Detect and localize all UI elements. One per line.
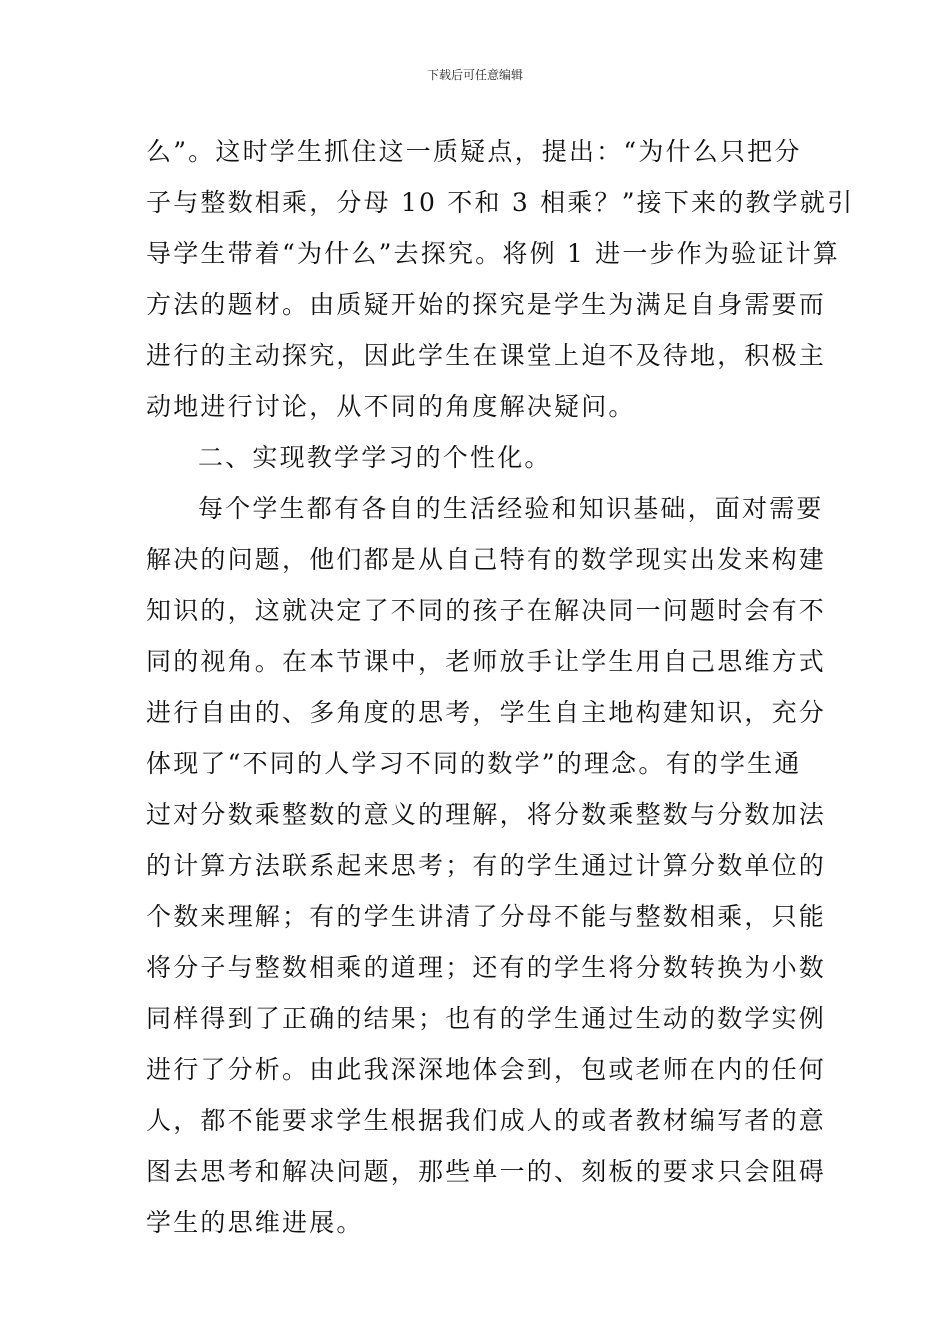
body-text <box>146 126 855 1248</box>
page-header: 下载后可任意编辑 <box>426 68 523 82</box>
text-line: 么”。这时学生抓住这一质疑点，提出：“为什么只把分 <box>146 137 802 166</box>
text-line: 学生的思维进展。 <box>146 1208 364 1237</box>
text-line: 同样得到了正确的结果；也有的学生通过生动的数学实例 <box>146 1004 827 1033</box>
text-line: 体现了“不同的人学习不同的数学”的理念。有的学生通 <box>146 749 802 778</box>
text-line: 进行了分析。由此我深深地体会到，包或老师在内的任何 <box>146 1055 827 1084</box>
text-line: 个数来理解；有的学生讲清了分母不能与整数相乘，只能 <box>146 902 827 931</box>
text-line: 进行的主动探究，因此学生在课堂上迫不及待地，积极主 <box>146 341 827 370</box>
text-line: 导学生带着“为什么”去探究。将例 1 进一步作为验证计算 <box>146 239 840 268</box>
text-line: 的计算方法联系起来思考；有的学生通过计算分数单位的 <box>146 851 827 880</box>
text-line: 方法的题材。由质疑开始的探究是学生为满足自身需要而 <box>146 290 827 319</box>
text-line: 子与整数相乘，分母 10 不和 3 相乘？”接下来的教学就引 <box>146 188 855 217</box>
text-line: 同的视角。在本节课中，老师放手让学生用自己思维方式 <box>146 647 827 676</box>
text-line: 每个学生都有各自的生活经验和知识基础，面对需要 <box>198 494 824 523</box>
text-line: 将分子与整数相乘的道理；还有的学生将分数转换为小数 <box>146 953 827 982</box>
text-line: 图去思考和解决问题，那些单一的、刻板的要求只会阻碍 <box>146 1157 827 1186</box>
text-line: 过对分数乘整数的意义的理解，将分数乘整数与分数加法 <box>146 800 827 829</box>
section-heading: 二、实现教学学习的个性化。 <box>198 443 552 472</box>
text-line: 人，都不能要求学生根据我们成人的或者教材编写者的意 <box>146 1106 827 1135</box>
text-line: 知识的，这就决定了不同的孩子在解决同一问题时会有不 <box>146 596 827 625</box>
text-line: 动地进行讨论，从不同的角度解决疑问。 <box>146 392 636 421</box>
text-line: 进行自由的、多角度的思考，学生自主地构建知识，充分 <box>146 698 827 727</box>
text-line: 解决的问题，他们都是从自己特有的数学现实出发来构建 <box>146 545 827 574</box>
